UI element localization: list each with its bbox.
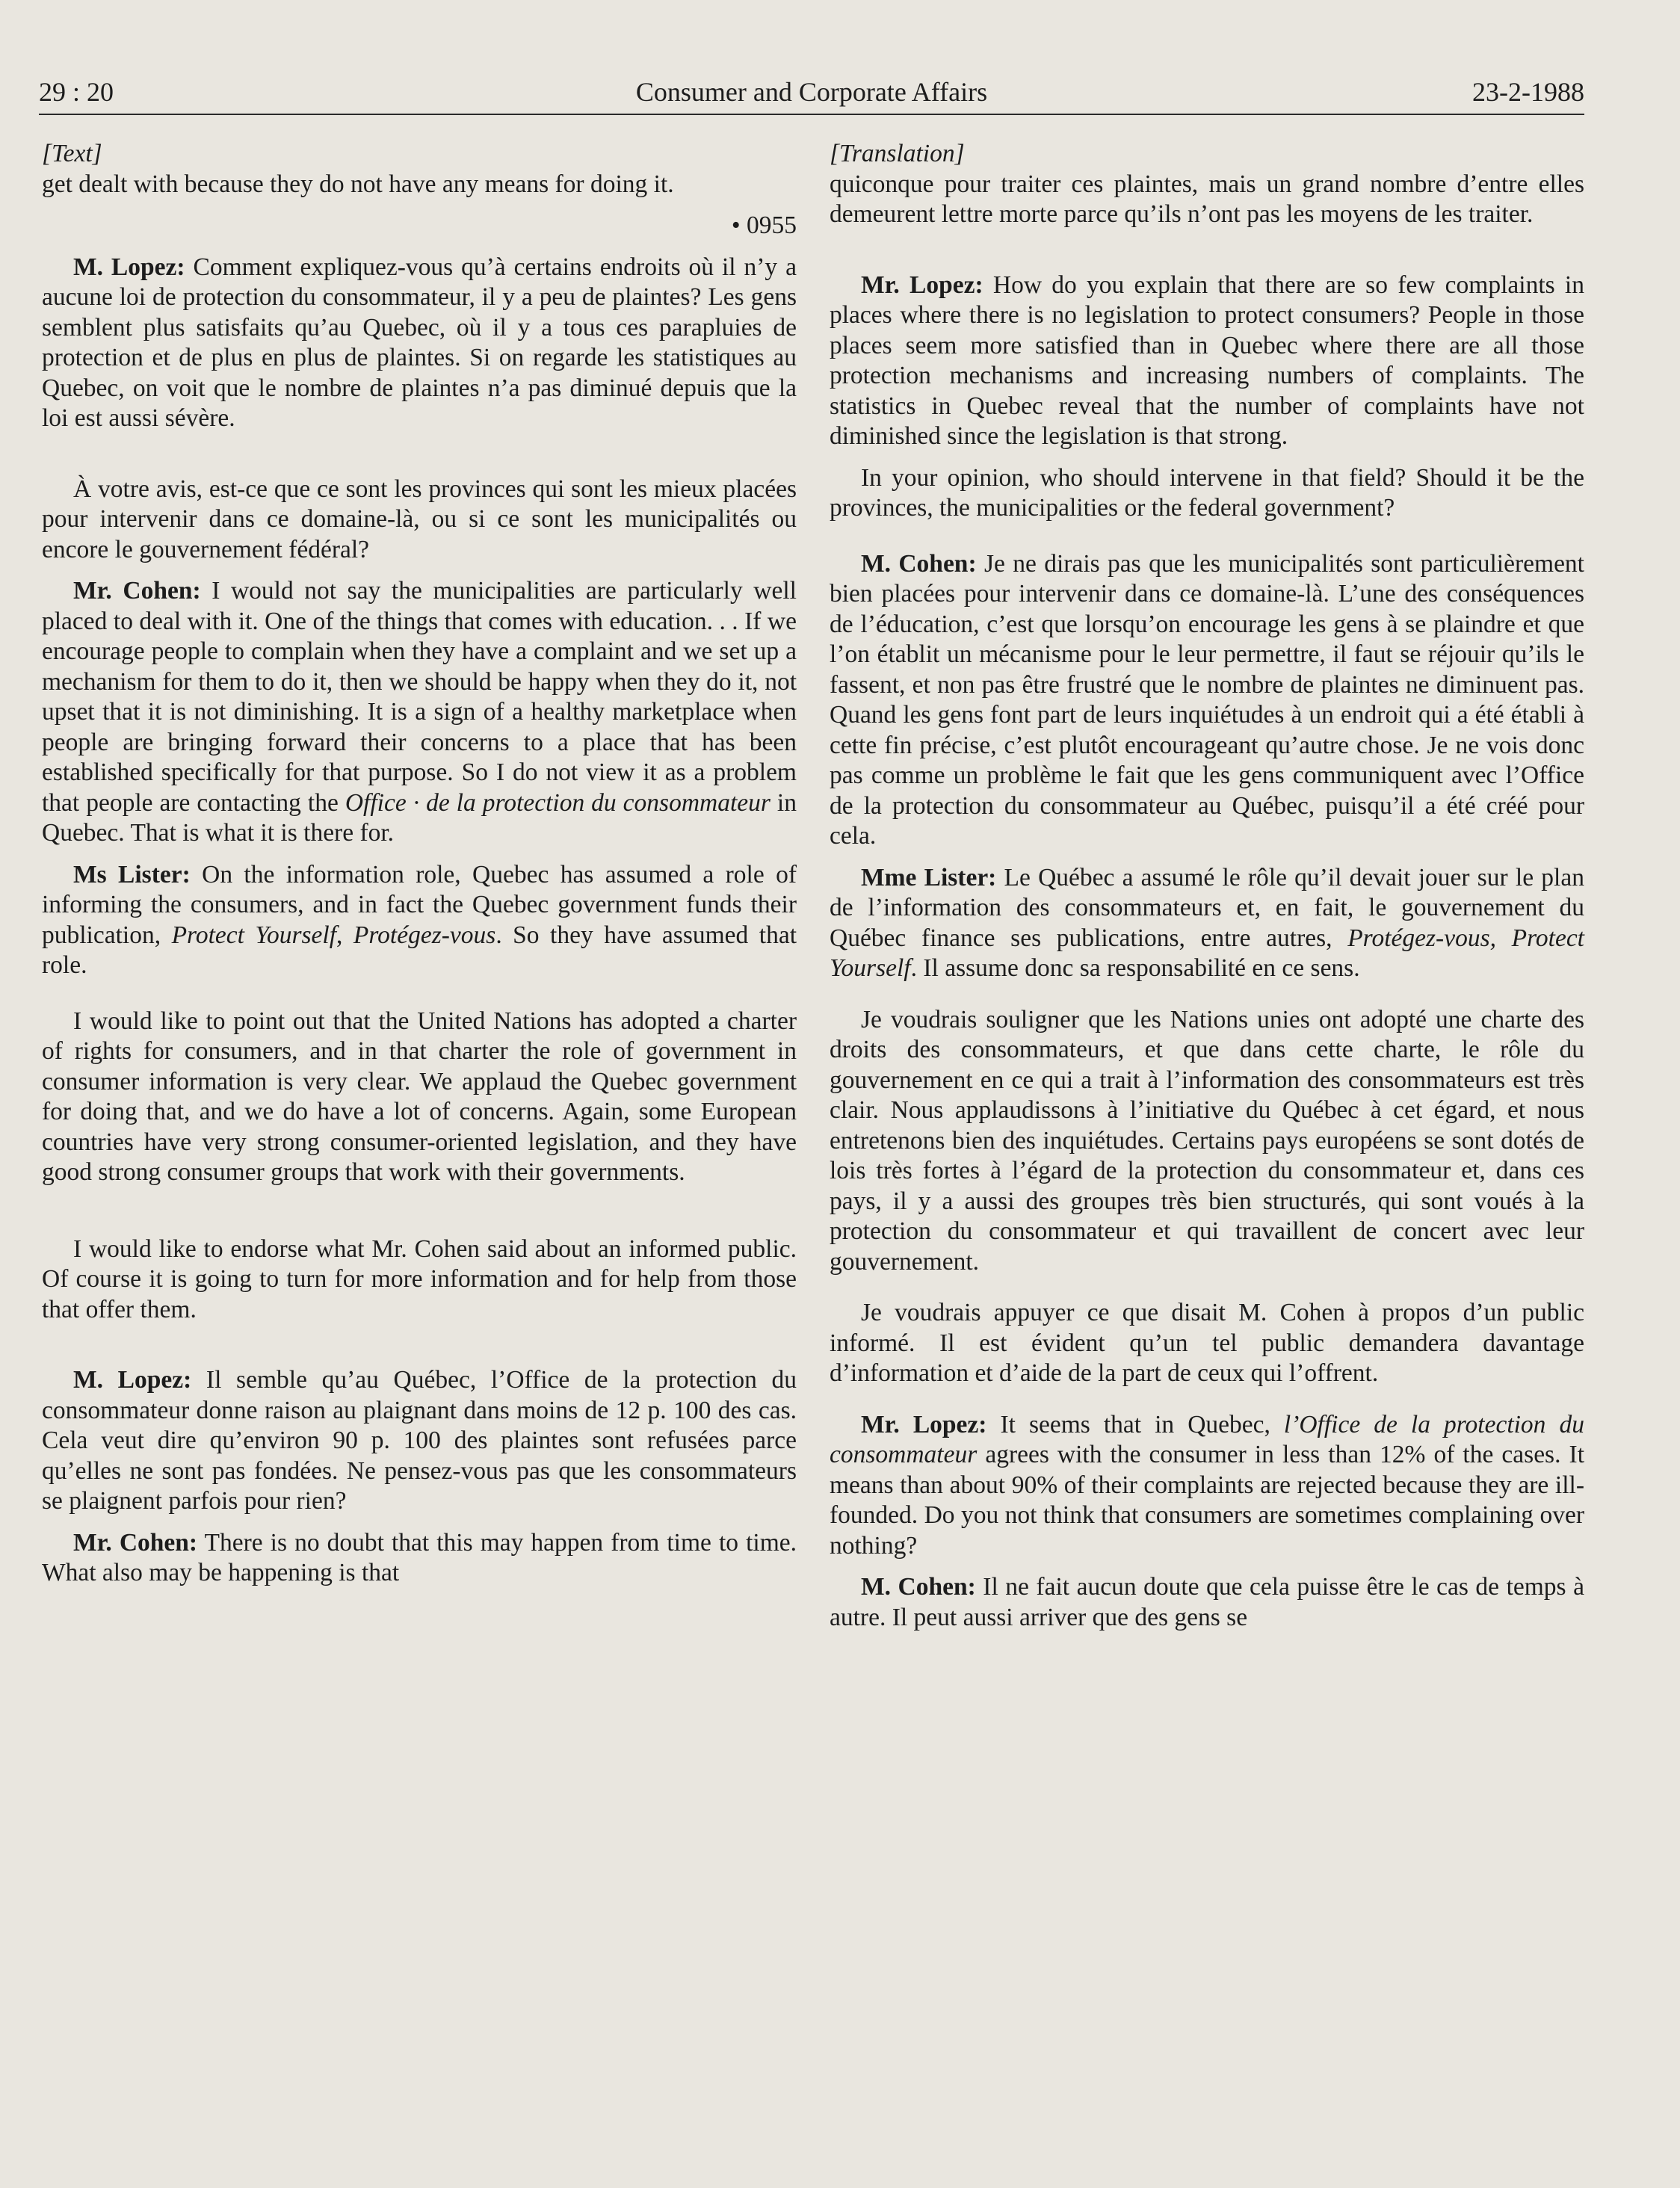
paragraph: I would like to endorse what Mr. Cohen said about an informed public. Of course it is going to turn for more information and for help from those that offer them. <box>42 1234 797 1323</box>
speech-text: On the information role, Quebec has assumed a role of informing the consumers, and in fact the Quebec government funds their publication, <box>42 860 797 949</box>
speech-text: agrees with the consumer in less than 12% of the cases. It means than about 90% of their complaints are rejected because they are ill-founded. Do you not think that consumers are sometimes complaining over nothing? <box>830 1441 1584 1560</box>
paragraph <box>42 1365 797 1517</box>
paragraph <box>42 576 797 849</box>
paragraph <box>830 271 1584 452</box>
paragraph: Je voudrais appuyer ce que disait M. Cohen à propos d’un public informé. Il est évident qu’un tel public demandera davantage d’information et d’aide de la part de ceux qui l’offrent. <box>830 1299 1584 1387</box>
italic-title: l’Office de la protection du consommateur <box>830 1410 1584 1468</box>
time-stamp: • 0955 <box>731 211 797 239</box>
italic-title: Protégez-vous <box>353 921 496 949</box>
paragraph: Je voudrais souligner que les Nations unies ont adopté une charte des droits des consommateurs, et que dans cette charte, le rôle du gouvernement en ce qui a trait à l’information des consommateurs est très clair. Nous applaudissons à l’initiative du Québec à cet égard, et nous entretenons bien des inquiétudes. Certains pays européens se sont dotés de lois très fortes à l’égard de la protection du consommateur et, dans ces pays, il y a aussi des groupes très bien structurés, qui sont voués à la protection du consommateur et qui travaillent de concert avec leur gouvernement. <box>830 1005 1584 1276</box>
speaker-name: Ms Lister: <box>73 860 191 889</box>
speech-text: There is no doubt that this may happen from time to time. What also may be happening is that <box>42 1528 797 1586</box>
paragraph: get dealt with because they do not have any means for doing it. <box>42 170 674 198</box>
speech-text: Comment expliquez-vous qu’à certains endroits où il n’y a aucune loi de protection du consommateur, il y a peu de plaintes? Les gens semblent plus satisfaits qu’au Quebec, où il y a tous ces parapluies de protection et de plus en plus de plaintes. Si on regarde les statistiques au Quebec, on voit que le nombre de plaintes n’a pas diminué depuis que la loi est aussi sévère. <box>42 253 797 432</box>
speech-text: . Il assume donc sa responsabilité en ce sens. <box>910 954 1360 982</box>
page-header <box>39 75 1584 115</box>
speaker-name: Mr. Lopez: <box>861 271 983 299</box>
italic-title: Protect Yourself <box>171 921 337 949</box>
speaker-name: M. Lopez: <box>73 1366 192 1394</box>
speech-text: It seems that in Quebec, <box>986 1410 1284 1438</box>
running-title: Consumer and Corporate Affairs <box>635 77 988 107</box>
speech-text: Il semble qu’au Québec, l’Office de la protection du consommateur donne raison au plaignant dans moins de 12 p. 100 des cas. Cela veut dire qu’environ 90 p. 100 des plaintes sont refusées parce qu’elles ne sont pas fondées. Ne pensez-vous pas que les consommateurs se plaignent parfois pour rien? <box>42 1366 797 1515</box>
paragraph <box>830 1410 1584 1562</box>
italic-title: Protégez-vous, Protect Yourself <box>830 924 1584 982</box>
right-column <box>830 139 1584 1644</box>
paragraph: À votre avis, est-ce que ce sont les provinces qui sont les mieux placées pour intervenir dans ce domaine-là, ou si ce sont les municipalités ou encore le gouvernement fédéral? <box>42 475 797 563</box>
speaker-name: Mme Lister: <box>861 863 997 891</box>
speaker-name: M. Cohen: <box>861 549 977 578</box>
paragraph <box>830 863 1584 984</box>
text-tag: [Text] <box>42 140 102 167</box>
paragraph: I would like to point out that the United Nations has adopted a charter of rights for consumers, and in that charter the role of government in consumer information is very clear. We applaud the Quebec government for doing that, and we do have a lot of concerns. Again, some European countries have very strong consumer-oriented legislation, and they have good strong consumer groups that work with their governments. <box>42 1007 797 1186</box>
paragraph <box>830 1572 1584 1633</box>
speaker-name: Mr. Cohen: <box>73 577 201 605</box>
speech-text: . So they have assumed that role. <box>42 921 797 979</box>
italic-title: Office · de la protection du consommateur <box>345 788 770 817</box>
translation-tag: [Translation] <box>830 140 965 167</box>
speech-text: , <box>336 921 353 949</box>
page-number: 29 : 20 <box>39 77 114 107</box>
paragraph <box>830 549 1584 852</box>
speech-text: How do you explain that there are so few complaints in places where there is no legislation to protect consumers? People in those places seem more satisfied than in Quebec where there are all those protection mechanisms and increasing numbers of complaints. The statistics in Quebec reveal that the number of complaints have not diminished since the legislation is that strong. <box>830 271 1584 450</box>
speaker-name: Mr. Lopez: <box>861 1410 987 1438</box>
speech-text: Il ne fait aucun doute que cela puisse être le cas de temps à autre. Il peut aussi arriver que des gens se <box>830 1573 1584 1631</box>
paragraph: In your opinion, who should intervene in that field? Should it be the provinces, the municipalities or the federal government? <box>830 463 1584 522</box>
paragraph <box>42 1528 797 1589</box>
speech-text: in Quebec. That is what it is there for. <box>42 788 797 847</box>
paragraph: quiconque pour traiter ces plaintes, mais un grand nombre d’entre elles demeurent lettre morte parce qu’ils n’ont pas les moyens de les traiter. <box>830 170 1584 228</box>
paragraph <box>42 253 797 434</box>
paragraph <box>42 860 797 981</box>
header-date: 23-2-1988 <box>1472 77 1584 107</box>
speech-text: Je ne dirais pas que les municipalités sont particulièrement bien placées pour intervenir dans ce domaine-là. L’une des conséquences de l’éducation, c’est que lorsqu’on encourage les gens à se plaindre et que l’on établit un mécanisme pour le leur permettre, il faut se réjouir qu’ils le fassent, et non pas être frustré que le nombre de plaintes ne diminuent pas. Quand les gens font part de leurs inquiétudes à un endroit qui a été établi à cette fin précise, c’est plutôt encourageant qu’autre chose. Je ne vois donc pas comme un problème le fait que les gens communiquent avec l’Office de la protection du consommateur au Québec, puisqu’il a été créé pour cela. <box>830 549 1584 850</box>
speaker-name: M. Cohen: <box>861 1573 976 1601</box>
speech-text: Le Québec a assumé le rôle qu’il devait jouer sur le plan de l’information des consommateurs et, en fait, le gouvernement du Québec finance ses publications, entre autres, <box>830 863 1584 952</box>
speech-text: I would not say the municipalities are particularly well placed to deal with it. One of the things that comes with education. . . If we encourage people to complain when they have a complaint and we set up a mechanism for them to do it, then we should be happy when they do it, not upset that it is not diminishing. It is a sign of a healthy marketplace when people are bringing forward their concerns to a place that has been established specifically for that purpose. So I do not view it as a problem that people are contacting the <box>42 577 797 817</box>
left-column <box>42 139 797 1600</box>
speaker-name: M. Lopez: <box>73 253 185 281</box>
speaker-name: Mr. Cohen: <box>73 1528 198 1557</box>
